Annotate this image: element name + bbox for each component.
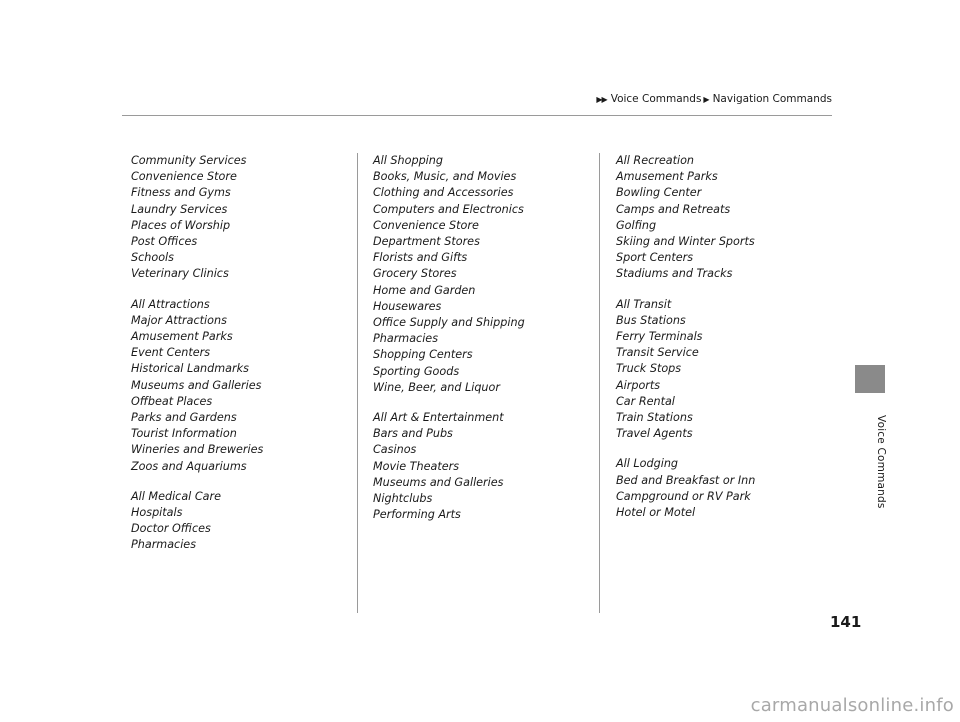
voice-command-item: Train Stations: [616, 411, 693, 425]
voice-command-item: Sport Centers: [616, 251, 694, 265]
voice-command-item: Hotel or Motel: [616, 506, 696, 520]
section-tab-label: Voice Commands: [875, 415, 887, 509]
section-tab-marker: [855, 365, 885, 393]
voice-command-item: Museums and Galleries: [373, 475, 504, 489]
header-rule: [122, 115, 832, 116]
voice-command-item: Stadiums and Tracks: [616, 267, 733, 281]
voice-command-item: Florists and Gifts: [373, 251, 468, 265]
category-group: [616, 456, 831, 521]
voice-command-item: Amusement Parks: [131, 330, 233, 344]
voice-command-item: Home and Garden: [373, 283, 476, 297]
voice-command-item: All Medical Care: [131, 489, 221, 503]
category-group: [131, 153, 346, 283]
voice-command-item: Housewares: [373, 299, 442, 313]
voice-command-item: Doctor Offices: [131, 522, 211, 536]
voice-command-item: Transit Service: [616, 346, 699, 360]
category-group: [373, 153, 588, 396]
voice-command-item: Clothing and Accessories: [373, 186, 514, 200]
voice-command-item: Travel Agents: [616, 427, 693, 441]
voice-command-item: Major Attractions: [131, 313, 227, 327]
breadcrumb-item-voice-commands[interactable]: Voice Commands: [610, 93, 702, 105]
voice-command-item: Pharmacies: [131, 538, 197, 552]
voice-command-item: Amusement Parks: [616, 170, 718, 184]
voice-command-item: Post Offices: [131, 235, 198, 249]
column-divider-1: [357, 153, 358, 613]
voice-command-item: Bus Stations: [616, 313, 686, 327]
voice-command-item: Convenience Store: [373, 218, 479, 232]
voice-command-item: Convenience Store: [131, 170, 237, 184]
category-group: [131, 297, 346, 475]
voice-command-item: Historical Landmarks: [131, 362, 249, 376]
voice-command-item: All Recreation: [616, 154, 695, 167]
voice-command-item: Wineries and Breweries: [131, 443, 264, 457]
column-3: [616, 153, 831, 535]
voice-command-item: Department Stores: [373, 235, 480, 249]
voice-command-item: Campground or RV Park: [616, 489, 751, 503]
double-arrow-icon: ▶▶: [596, 94, 607, 104]
voice-command-item: Casinos: [373, 443, 417, 457]
voice-command-item: Schools: [131, 251, 174, 265]
breadcrumb-item-navigation-commands[interactable]: Navigation Commands: [712, 93, 832, 105]
voice-command-item: Event Centers: [131, 346, 211, 360]
voice-command-item: Performing Arts: [373, 508, 461, 522]
voice-command-item: Grocery Stores: [373, 267, 457, 281]
voice-command-item: Wine, Beer, and Liquor: [373, 380, 500, 394]
category-group: [616, 153, 831, 283]
category-group: [373, 410, 588, 523]
voice-command-item: Offbeat Places: [131, 394, 213, 408]
voice-command-item: Places of Worship: [131, 218, 231, 232]
voice-command-item: Nightclubs: [373, 492, 433, 506]
voice-command-item: Truck Stops: [616, 362, 682, 376]
breadcrumb: [596, 93, 832, 105]
voice-command-item: Hospitals: [131, 506, 183, 520]
voice-command-item: Shopping Centers: [373, 348, 473, 362]
voice-command-item: Bars and Pubs: [373, 427, 453, 441]
voice-command-item: Parks and Gardens: [131, 411, 237, 425]
column-2: [373, 153, 588, 537]
voice-command-item: All Shopping: [373, 154, 443, 167]
voice-command-item: Golfing: [616, 218, 657, 232]
voice-command-item: Office Supply and Shipping: [373, 316, 525, 330]
voice-command-item: Laundry Services: [131, 202, 228, 216]
voice-command-item: All Art & Entertainment: [373, 411, 504, 425]
arrow-icon: ▶: [703, 94, 709, 104]
voice-command-item: Tourist Information: [131, 427, 237, 441]
voice-command-item: All Transit: [616, 297, 672, 311]
voice-command-item: Camps and Retreats: [616, 202, 731, 216]
voice-command-item: Computers and Electronics: [373, 202, 524, 216]
voice-command-item: Car Rental: [616, 394, 675, 408]
voice-command-item: Skiing and Winter Sports: [616, 235, 755, 249]
category-group: [131, 489, 346, 554]
voice-command-item: All Lodging: [616, 457, 679, 471]
voice-command-item: Sporting Goods: [373, 364, 460, 378]
voice-command-item: Bowling Center: [616, 186, 702, 200]
voice-command-item: Veterinary Clinics: [131, 267, 229, 281]
voice-command-item: Bed and Breakfast or Inn: [616, 473, 756, 487]
voice-command-item: Movie Theaters: [373, 459, 460, 473]
voice-command-item: Fitness and Gyms: [131, 186, 231, 200]
watermark: carmanualsonline.info: [750, 695, 954, 716]
page-number: 141: [830, 613, 862, 631]
category-group: [616, 297, 831, 443]
voice-command-item: Pharmacies: [373, 332, 439, 346]
voice-command-item: All Attractions: [131, 297, 210, 311]
column-divider-2: [599, 153, 600, 613]
voice-command-item: Zoos and Aquariums: [131, 459, 247, 473]
column-1: [131, 153, 346, 568]
voice-command-item: Airports: [616, 378, 661, 392]
voice-command-item: Museums and Galleries: [131, 378, 262, 392]
voice-command-item: Community Services: [131, 154, 247, 167]
voice-command-item: Ferry Terminals: [616, 330, 703, 344]
voice-command-item: Books, Music, and Movies: [373, 170, 517, 184]
